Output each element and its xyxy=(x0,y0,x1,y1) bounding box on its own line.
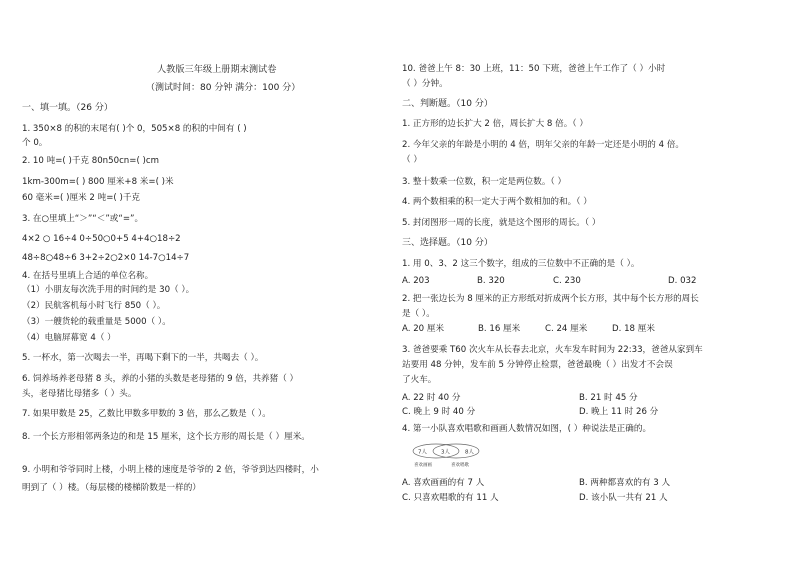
question-8: 8. 一个长方形相邻两条边的和是 15 厘米，这个长方形的周长是（ ）厘米。 xyxy=(22,432,310,442)
exam-time-note: （测试时间：80 分钟 满分：100 分） xyxy=(146,83,301,93)
choice-1-option-d: D. 032 xyxy=(668,276,697,286)
question-7: 7. 如果甲数是 25，乙数比甲数多甲数的 3 倍，那么乙数是（ ）。 xyxy=(22,409,271,419)
choice-4-option-c: C. 只喜欢唱歌的有 11 人 xyxy=(402,493,499,503)
question-3-row-1: 4×2 ○ 16÷4 0÷50○0+5 4+4○18÷2 xyxy=(22,234,181,244)
venn-right-count: 8人 xyxy=(465,449,474,456)
question-2-line-2: 1km-300m=( ) 800 厘米+8 米=( )米 xyxy=(22,177,174,187)
choice-3-option-b: B. 21 时 45 分 xyxy=(579,393,638,403)
question-4-item-4: （4）电脑屏幕宽 4（ ） xyxy=(22,333,116,343)
venn-middle-count: 3人 xyxy=(441,449,450,456)
question-9-line-2: 明到了（ ）楼。（每层楼的楼梯阶数是一样的） xyxy=(22,483,201,493)
choice-1-prompt: 1. 用 0、3、2 这三个数字，组成的三位数中不正确的是（ ）。 xyxy=(402,259,640,269)
question-4-item-1: （1）小朋友每次洗手用的时间约是 30（ ）。 xyxy=(22,285,195,295)
judge-4: 4. 两个数相乘的积一定大于两个数相加的和。（ ） xyxy=(402,197,592,207)
section-judge-heading: 二、判断题。（10 分） xyxy=(402,99,493,109)
question-5: 5. 一杯水，第一次喝去一半，再喝下剩下的一半，共喝去（ ）。 xyxy=(22,353,264,363)
choice-1-option-a: A. 203 xyxy=(402,276,430,286)
question-1-line-1: 1. 350×8 的积的末尾有( )个 0，505×8 的积的中间有 ( ) xyxy=(22,124,247,134)
choice-1-option-b: B. 320 xyxy=(477,276,505,286)
question-4-prompt: 4. 在括号里填上合适的单位名称。 xyxy=(22,271,154,281)
venn-diagram xyxy=(410,443,482,469)
judge-5: 5. 封闭图形一周的长度，就是这个图形的周长。（ ） xyxy=(402,218,601,228)
question-10-line-1: 10. 爸爸上午 8：30 上班，11：50 下班，爸爸上午工作了（ ）小时 xyxy=(402,64,666,74)
choice-3-line-2: 站要用 48 分钟，发车前 5 分钟停止检票，爸爸最晚（ ）出发才不会误 xyxy=(402,360,673,370)
choice-2-option-c: C. 24 厘米 xyxy=(545,324,588,334)
question-6-line-2: 头，老母猪比母猪多（ ）头。 xyxy=(22,389,137,399)
choice-3-option-c: C. 晚上 9 时 40 分 xyxy=(402,407,476,417)
choice-4-option-a: A. 喜欢画画的有 7 人 xyxy=(402,478,485,488)
question-2-line-1: 2. 10 吨=( )千克 80n50cn=( )cm xyxy=(22,156,159,166)
venn-left-count: 7人 xyxy=(418,449,427,456)
choice-3-line-1: 3. 爸爸要乘 T60 次火车从长春去北京，火车发车时间为 22:33，爸爸从家到车 xyxy=(402,345,703,355)
question-2-line-3: 60 毫米=( )厘米 2 吨=( )千克 xyxy=(22,193,141,203)
exam-title: 人教版三年级上册期末测试卷 xyxy=(157,64,277,75)
choice-2-option-b: B. 16 厘米 xyxy=(478,324,521,334)
judge-3: 3. 整十数乘一位数，积一定是两位数。（ ） xyxy=(402,177,567,187)
venn-svg xyxy=(410,443,482,469)
question-10-line-2: （ ）分钟。 xyxy=(402,79,448,89)
choice-1-option-c: C. 230 xyxy=(553,276,581,286)
choice-3-option-a: A. 22 时 40 分 xyxy=(402,393,461,403)
choice-3-line-3: 了火车。 xyxy=(402,375,437,385)
choice-4-option-b: B. 两种都喜欢的有 3 人 xyxy=(579,478,671,488)
choice-2-option-a: A. 20 厘米 xyxy=(402,324,445,334)
question-6-line-1: 6. 饲养场养老母猪 8 头，养的小猪的头数是老母猪的 9 倍，共养猪（ ） xyxy=(22,374,299,384)
judge-2-line-2: （ ） xyxy=(402,155,422,165)
judge-2-line-1: 2. 今年父亲的年龄是小明的 4 倍，明年父亲的年龄一定还是小明的 4 倍。 xyxy=(402,140,685,150)
choice-4-option-d: D. 该小队一共有 21 人 xyxy=(579,493,668,503)
question-3-prompt: 3. 在○里填上“＞”“＜”或“=”。 xyxy=(22,214,144,224)
question-4-item-3: （3）一艘货轮的载重量是 5000（ ）。 xyxy=(22,317,171,327)
venn-right-label: 喜欢唱歌 xyxy=(451,463,469,468)
question-1-line-2: 个 0。 xyxy=(22,138,48,148)
judge-1: 1. 正方形的边长扩大 2 倍，周长扩大 8 倍。（ ） xyxy=(402,119,588,129)
choice-2-option-d: D. 18 厘米 xyxy=(612,324,655,334)
question-4-item-2: （2）民航客机每小时飞行 850（ ）。 xyxy=(22,301,166,311)
section-choice-heading: 三、选择题。（10 分） xyxy=(402,238,493,248)
choice-2-line-1: 2. 把一张边长为 8 厘米的正方形纸对折成两个长方形，其中每个长方形的周长 xyxy=(402,294,699,304)
choice-2-line-2: 是（ ）。 xyxy=(402,309,435,319)
question-9-line-1: 9. 小明和爷爷同时上楼，小明上楼的速度是爷爷的 2 倍，爷爷到达四楼时，小 xyxy=(22,465,319,475)
choice-4-prompt: 4. 第一小队喜欢唱歌和画画人数情况如图，( ）种说法是正确的。 xyxy=(402,424,652,434)
choice-3-option-d: D. 晚上 11 时 26 分 xyxy=(579,407,659,417)
venn-left-label: 喜欢画画 xyxy=(414,463,432,468)
section-fill-heading: 一、填一填。（26 分） xyxy=(22,103,113,113)
question-3-row-2: 48÷8○48÷6 3+2÷2○2×0 14-7○14÷7 xyxy=(22,253,190,263)
